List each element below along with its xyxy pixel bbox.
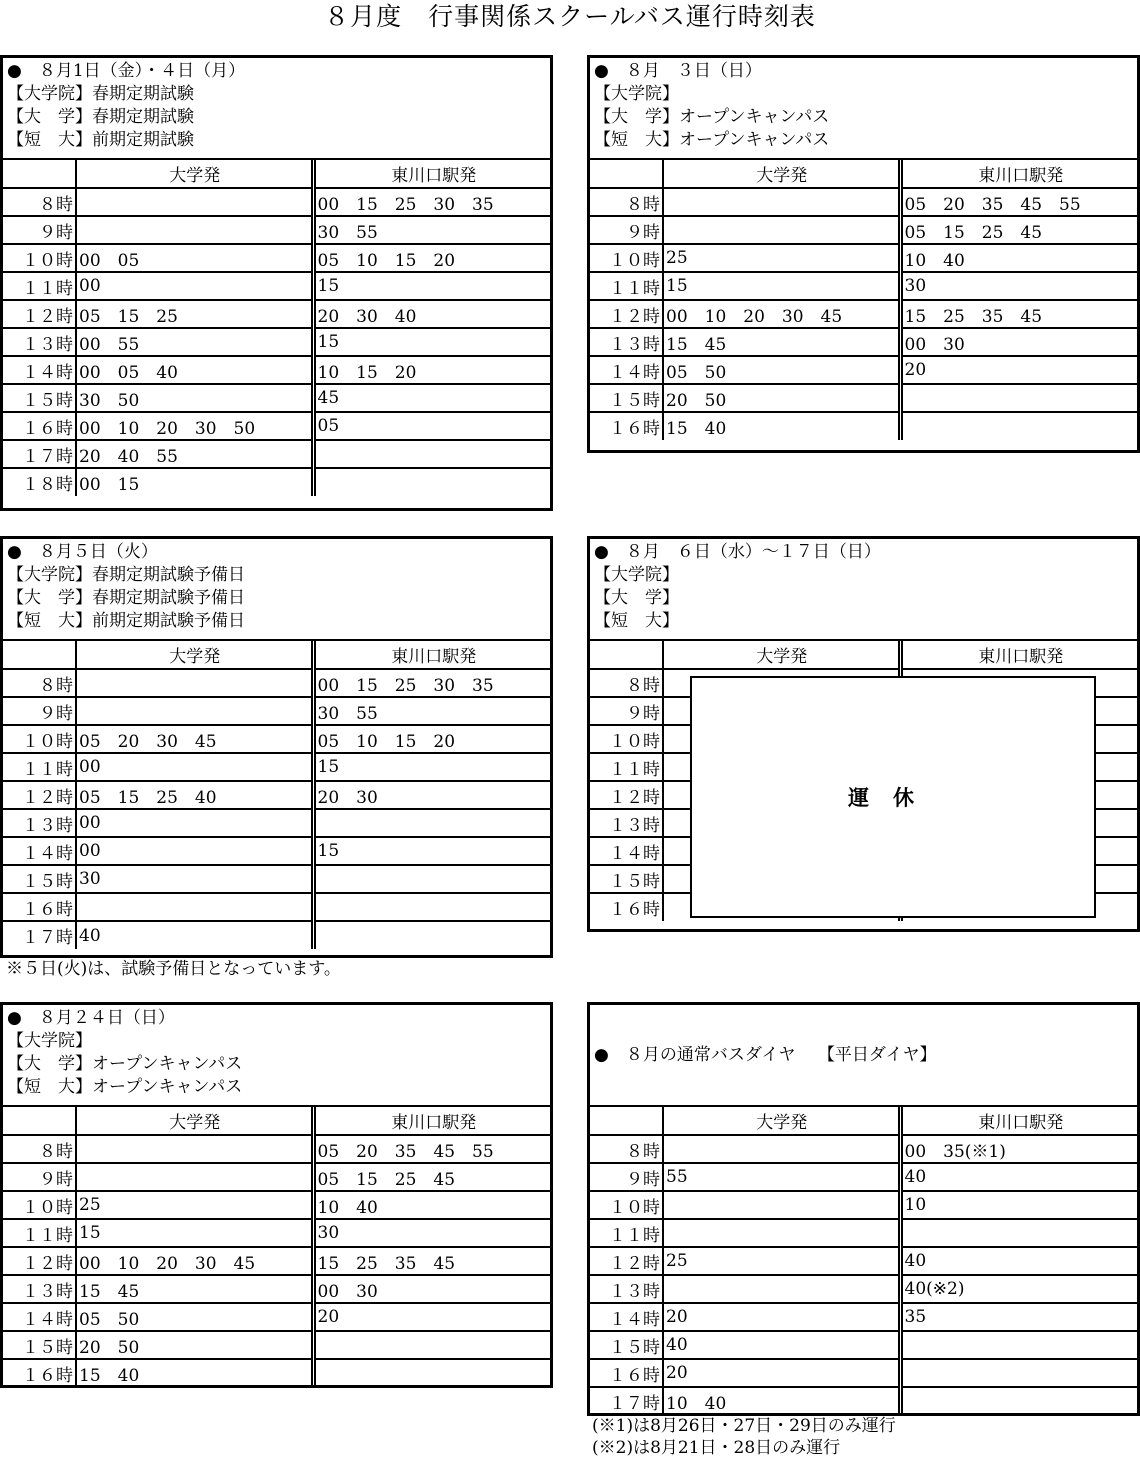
panel-aug-5: [0, 536, 553, 958]
table-row: [3, 1359, 550, 1387]
panel-header: [3, 539, 550, 641]
panel-event-line: 【大学院】: [594, 565, 679, 585]
timetable: [3, 641, 550, 949]
university-times-cell: [663, 1219, 900, 1247]
station-times-cell: 15: [313, 837, 550, 865]
table-row: [3, 272, 550, 300]
station-departure-header: 東川口駅発: [391, 166, 477, 186]
hour-cell: ８時: [3, 1135, 76, 1163]
table-row: [590, 1275, 1137, 1303]
university-times-cell: [663, 1275, 900, 1303]
hour-cell: １５時: [590, 865, 663, 893]
table-row: [3, 921, 550, 949]
university-times-cell: [76, 1135, 313, 1163]
university-times-cell: 15 40: [663, 412, 900, 440]
table-row: [3, 412, 550, 440]
station-departure-header: 東川口駅発: [391, 1113, 477, 1133]
university-times-cell: 00 05: [76, 244, 313, 272]
panel-date-line: ● ８月５日（火）: [7, 542, 158, 562]
table-row: [590, 1359, 1137, 1387]
station-times-cell: 05 15 25 45: [313, 1163, 550, 1191]
timetable: [590, 1107, 1137, 1415]
hour-cell: ９時: [3, 216, 76, 244]
university-departure-header: 大学発: [663, 160, 900, 188]
hour-cell: １２時: [590, 1247, 663, 1275]
table-row: [3, 244, 550, 272]
hour-cell: １０時: [3, 725, 76, 753]
university-times-cell: [663, 1191, 900, 1219]
station-times-cell: [313, 1359, 550, 1387]
station-departure-header: 東川口駅発: [978, 1113, 1064, 1133]
panel-aug-24: [0, 1002, 553, 1388]
hour-cell: １３時: [3, 1275, 76, 1303]
station-times-cell: 20 30 40: [313, 300, 550, 328]
university-times-cell: 20: [663, 1303, 900, 1331]
university-departure-header: 大学発: [663, 1107, 900, 1135]
station-times-cell: 00 15 25 30 35: [313, 669, 550, 697]
hour-cell: １１時: [3, 272, 76, 300]
station-times-cell: 05 20 35 45 55: [900, 188, 1137, 216]
station-times-cell: 15: [313, 272, 550, 300]
station-times-cell: 10: [900, 1191, 1137, 1219]
station-times-cell: 15: [313, 753, 550, 781]
station-times-cell: 00 30: [313, 1275, 550, 1303]
panel-date-line: ● ８月1日（金）・４日（月）: [7, 61, 246, 81]
university-times-cell: 15 40: [76, 1359, 313, 1387]
university-times-cell: 30 50: [76, 384, 313, 412]
panel-header-lines: [7, 60, 550, 152]
document-title: ８月度 行事関係スクールバス運行時刻表: [324, 2, 816, 31]
panel-date-line: ● ８月 ３日（日）: [594, 61, 762, 81]
university-times-cell: [76, 697, 313, 725]
university-times-cell: 05 50: [663, 356, 900, 384]
panel-header: [590, 539, 1137, 641]
table-row: [3, 753, 550, 781]
hour-cell: ９時: [590, 697, 663, 725]
footnote-regular-2: (※2)は8月21日・28日のみ運行: [592, 1438, 841, 1458]
station-times-cell: 00 30: [900, 328, 1137, 356]
hour-column-header: [3, 641, 76, 669]
hour-cell: １４時: [590, 356, 663, 384]
table-row: [3, 837, 550, 865]
university-times-cell: 00 10 20 30 45: [76, 1247, 313, 1275]
panel-header-lines: [594, 60, 1137, 152]
hour-column-header: [590, 641, 663, 669]
station-times-cell: 15 25 35 45: [313, 1247, 550, 1275]
university-times-cell: 20: [663, 1359, 900, 1387]
station-times-cell: [900, 412, 1137, 440]
university-times-cell: 15 45: [663, 328, 900, 356]
university-departure-header: 大学発: [76, 160, 313, 188]
table-row: [590, 300, 1137, 328]
hour-cell: １２時: [3, 781, 76, 809]
university-times-cell: 25: [76, 1191, 313, 1219]
panel-aug-3: [587, 55, 1140, 453]
station-times-cell: 05 20 35 45 55: [313, 1135, 550, 1163]
university-times-cell: [76, 893, 313, 921]
hour-cell: １３時: [590, 328, 663, 356]
table-row: [3, 216, 550, 244]
table-row: [590, 216, 1137, 244]
panel-header: [3, 1005, 550, 1107]
university-times-cell: 00 55: [76, 328, 313, 356]
university-times-cell: 10 40: [663, 1387, 900, 1415]
university-times-cell: 00 10 20 30 45: [663, 300, 900, 328]
timetable-header-row: [590, 641, 1137, 669]
hour-cell: １５時: [3, 1331, 76, 1359]
table-row: [3, 1331, 550, 1359]
timetable: [590, 160, 1137, 440]
hour-cell: ８時: [590, 188, 663, 216]
hour-cell: １７時: [3, 921, 76, 949]
station-times-cell: 40(※2): [900, 1275, 1137, 1303]
hour-cell: １５時: [3, 384, 76, 412]
station-times-cell: 20: [900, 356, 1137, 384]
table-row: [3, 356, 550, 384]
station-times-cell: 20: [313, 1303, 550, 1331]
university-times-cell: 00: [76, 272, 313, 300]
panel-aug-1-4: [0, 55, 553, 511]
university-times-cell: 40: [663, 1331, 900, 1359]
university-times-cell: 25: [663, 1247, 900, 1275]
hour-cell: １１時: [3, 753, 76, 781]
university-times-cell: 40: [76, 921, 313, 949]
panel-event-line: 【短 大】前期定期試験: [7, 130, 194, 150]
station-times-cell: [900, 1359, 1137, 1387]
panel-date-line: ● ８月 ６日（水）～１７日（日）: [594, 542, 881, 562]
panel-header: [590, 58, 1137, 160]
university-times-cell: 00: [76, 753, 313, 781]
table-row: [3, 300, 550, 328]
university-times-cell: 05 15 25 40: [76, 781, 313, 809]
table-row: [590, 1331, 1137, 1359]
hour-cell: １３時: [3, 809, 76, 837]
station-times-cell: [900, 1387, 1137, 1415]
panel-event-line: 【大学院】春期定期試験予備日: [7, 565, 245, 585]
table-row: [3, 188, 550, 216]
table-row: [3, 1275, 550, 1303]
station-times-cell: [313, 921, 550, 949]
panel-header-lines: [7, 1007, 550, 1099]
university-times-cell: 25: [663, 244, 900, 272]
hour-cell: １１時: [590, 272, 663, 300]
station-departure-header: 東川口駅発: [978, 647, 1064, 667]
hour-column-header: [3, 160, 76, 188]
table-row: [3, 725, 550, 753]
table-row: [590, 1219, 1137, 1247]
university-times-cell: 15: [76, 1219, 313, 1247]
hour-cell: １７時: [590, 1387, 663, 1415]
panel-header-lines: [594, 541, 1137, 633]
hour-cell: ８時: [3, 188, 76, 216]
hour-cell: １０時: [3, 244, 76, 272]
university-times-cell: 05 15 25: [76, 300, 313, 328]
university-times-cell: [76, 216, 313, 244]
table-row: [3, 1219, 550, 1247]
panel-event-line: 【短 大】前期定期試験予備日: [7, 611, 245, 631]
station-departure-header: 東川口駅発: [391, 647, 477, 667]
hour-cell: １６時: [590, 412, 663, 440]
hour-cell: １０時: [590, 1191, 663, 1219]
hour-cell: １２時: [3, 300, 76, 328]
station-times-cell: 15 25 35 45: [900, 300, 1137, 328]
hour-column-header: [590, 1107, 663, 1135]
timetable-header-row: [3, 641, 550, 669]
hour-cell: ９時: [590, 216, 663, 244]
hour-cell: １０時: [590, 244, 663, 272]
panel-event-line: 【大 学】: [594, 588, 679, 608]
station-times-cell: 05 10 15 20: [313, 244, 550, 272]
hour-cell: １４時: [3, 837, 76, 865]
hour-cell: １５時: [590, 384, 663, 412]
table-row: [590, 272, 1137, 300]
hour-cell: １３時: [3, 328, 76, 356]
panel-event-line: 【大学院】: [594, 84, 679, 104]
university-times-cell: 05 50: [76, 1303, 313, 1331]
table-row: [3, 781, 550, 809]
table-row: [590, 188, 1137, 216]
university-times-cell: 00 10 20 30 50: [76, 412, 313, 440]
hour-cell: １１時: [590, 1219, 663, 1247]
station-times-cell: 30 55: [313, 216, 550, 244]
panel-header: [590, 1005, 1137, 1107]
hour-cell: １３時: [590, 1275, 663, 1303]
hour-cell: １６時: [590, 1359, 663, 1387]
hour-cell: １６時: [3, 893, 76, 921]
table-row: [590, 1303, 1137, 1331]
table-row: [590, 244, 1137, 272]
university-times-cell: 20 50: [76, 1331, 313, 1359]
university-times-cell: [76, 1163, 313, 1191]
panel-header-lines: [7, 541, 550, 633]
hour-cell: １１時: [3, 1219, 76, 1247]
station-departure-header: 東川口駅発: [978, 166, 1064, 186]
university-times-cell: [76, 188, 313, 216]
table-row: [590, 1135, 1137, 1163]
table-row: [3, 669, 550, 697]
panel-event-line: 【短 大】オープンキャンパス: [7, 1077, 243, 1097]
hour-cell: １４時: [590, 837, 663, 865]
table-row: [3, 440, 550, 468]
university-times-cell: [76, 669, 313, 697]
hour-cell: ９時: [3, 697, 76, 725]
university-times-cell: 55: [663, 1163, 900, 1191]
station-times-cell: 35: [900, 1303, 1137, 1331]
university-departure-header: 大学発: [76, 1107, 313, 1135]
footnote-regular-1: (※1)は8月26日・27日・29日のみ運行: [592, 1416, 896, 1436]
station-times-cell: 10 15 20: [313, 356, 550, 384]
university-times-cell: 15: [663, 272, 900, 300]
university-departure-header: 大学発: [76, 641, 313, 669]
hour-cell: １６時: [3, 412, 76, 440]
hour-cell: ９時: [3, 1163, 76, 1191]
panel-event-line: 【大 学】春期定期試験予備日: [7, 588, 245, 608]
university-times-cell: 00: [76, 837, 313, 865]
university-times-cell: [663, 1135, 900, 1163]
station-times-cell: [313, 1331, 550, 1359]
station-times-cell: 40: [900, 1163, 1137, 1191]
station-times-cell: 45: [313, 384, 550, 412]
panel-aug-6-17: [587, 536, 1140, 932]
station-times-cell: 30 55: [313, 697, 550, 725]
hour-cell: １６時: [590, 893, 663, 921]
hour-cell: ８時: [590, 1135, 663, 1163]
table-row: [3, 1247, 550, 1275]
hour-cell: １５時: [3, 865, 76, 893]
station-times-cell: 00 35(※1): [900, 1135, 1137, 1163]
station-times-cell: [313, 468, 550, 496]
university-times-cell: 15 45: [76, 1275, 313, 1303]
panel-date-line: ● ８月２４日（日）: [7, 1008, 175, 1028]
table-row: [590, 1247, 1137, 1275]
station-times-cell: [313, 440, 550, 468]
table-row: [3, 1303, 550, 1331]
table-row: [590, 384, 1137, 412]
station-times-cell: 05 15 25 45: [900, 216, 1137, 244]
table-row: [590, 356, 1137, 384]
table-row: [590, 412, 1137, 440]
service-suspended-label: 運休: [848, 786, 938, 810]
hour-cell: １０時: [590, 725, 663, 753]
university-times-cell: 05 20 30 45: [76, 725, 313, 753]
timetable: [3, 160, 550, 496]
hour-cell: １２時: [590, 300, 663, 328]
hour-column-header: [3, 1107, 76, 1135]
hour-cell: １５時: [590, 1331, 663, 1359]
university-times-cell: 20 40 55: [76, 440, 313, 468]
hour-cell: １０時: [3, 1191, 76, 1219]
university-times-cell: 00: [76, 809, 313, 837]
university-times-cell: [663, 188, 900, 216]
timetable-header-row: [3, 1107, 550, 1135]
university-times-cell: 00 05 40: [76, 356, 313, 384]
hour-cell: １２時: [3, 1247, 76, 1275]
table-row: [590, 328, 1137, 356]
timetable-header-row: [590, 160, 1137, 188]
hour-cell: １２時: [590, 781, 663, 809]
station-times-cell: 20 30: [313, 781, 550, 809]
station-times-cell: 00 15 25 30 35: [313, 188, 550, 216]
station-times-cell: 10 40: [313, 1191, 550, 1219]
university-times-cell: [663, 216, 900, 244]
hour-cell: ９時: [590, 1163, 663, 1191]
station-times-cell: [313, 809, 550, 837]
hour-cell: ８時: [590, 669, 663, 697]
panel-event-line: 【大 学】春期定期試験: [7, 107, 194, 127]
table-row: [3, 468, 550, 496]
station-times-cell: [313, 893, 550, 921]
station-times-cell: [900, 1331, 1137, 1359]
station-times-cell: 10 40: [900, 244, 1137, 272]
station-times-cell: [313, 865, 550, 893]
hour-cell: １４時: [3, 1303, 76, 1331]
table-row: [3, 1191, 550, 1219]
station-times-cell: 05: [313, 412, 550, 440]
table-row: [590, 1163, 1137, 1191]
table-row: [3, 697, 550, 725]
panel-event-line: 【短 大】: [594, 611, 679, 631]
panel-event-line: 【大 学】オープンキャンパス: [7, 1054, 243, 1074]
panel-event-line: 【大学院】: [7, 1031, 92, 1051]
station-times-cell: 05 10 15 20: [313, 725, 550, 753]
panel-header-lines: [594, 1044, 937, 1067]
hour-cell: ８時: [3, 669, 76, 697]
hour-column-header: [590, 160, 663, 188]
panel-event-line: 【短 大】オープンキャンパス: [594, 130, 830, 150]
panel-event-line: 【大学院】春期定期試験: [7, 84, 194, 104]
table-row: [3, 809, 550, 837]
hour-cell: １４時: [590, 1303, 663, 1331]
hour-cell: １４時: [3, 356, 76, 384]
university-times-cell: 30: [76, 865, 313, 893]
table-row: [3, 328, 550, 356]
station-times-cell: [900, 1219, 1137, 1247]
station-times-cell: 30: [900, 272, 1137, 300]
footnote-aug-5: ※５日(火)は、試験予備日となっています。: [6, 959, 341, 979]
panel-date-line: ● ８月の通常バスダイヤ 【平日ダイヤ】: [594, 1044, 937, 1065]
hour-cell: １８時: [3, 468, 76, 496]
table-row: [3, 893, 550, 921]
timetable-header-row: [3, 160, 550, 188]
table-row: [3, 1163, 550, 1191]
hour-cell: １６時: [3, 1359, 76, 1387]
hour-cell: １３時: [590, 809, 663, 837]
station-times-cell: 30: [313, 1219, 550, 1247]
panel-aug-regular: [587, 1002, 1140, 1416]
university-departure-header: 大学発: [663, 641, 900, 669]
table-row: [3, 1135, 550, 1163]
station-times-cell: 15: [313, 328, 550, 356]
table-row: [3, 865, 550, 893]
university-times-cell: 00 15: [76, 468, 313, 496]
timetable-header-row: [590, 1107, 1137, 1135]
panel-header: [3, 58, 550, 160]
timetable: [3, 1107, 550, 1387]
station-times-cell: 40: [900, 1247, 1137, 1275]
table-row: [590, 1191, 1137, 1219]
station-times-cell: [900, 384, 1137, 412]
university-times-cell: 20 50: [663, 384, 900, 412]
hour-cell: １１時: [590, 753, 663, 781]
table-row: [3, 384, 550, 412]
table-row: [590, 1387, 1137, 1415]
service-suspended-box: [690, 676, 1096, 918]
panel-event-line: 【大 学】オープンキャンパス: [594, 107, 830, 127]
hour-cell: １７時: [3, 440, 76, 468]
